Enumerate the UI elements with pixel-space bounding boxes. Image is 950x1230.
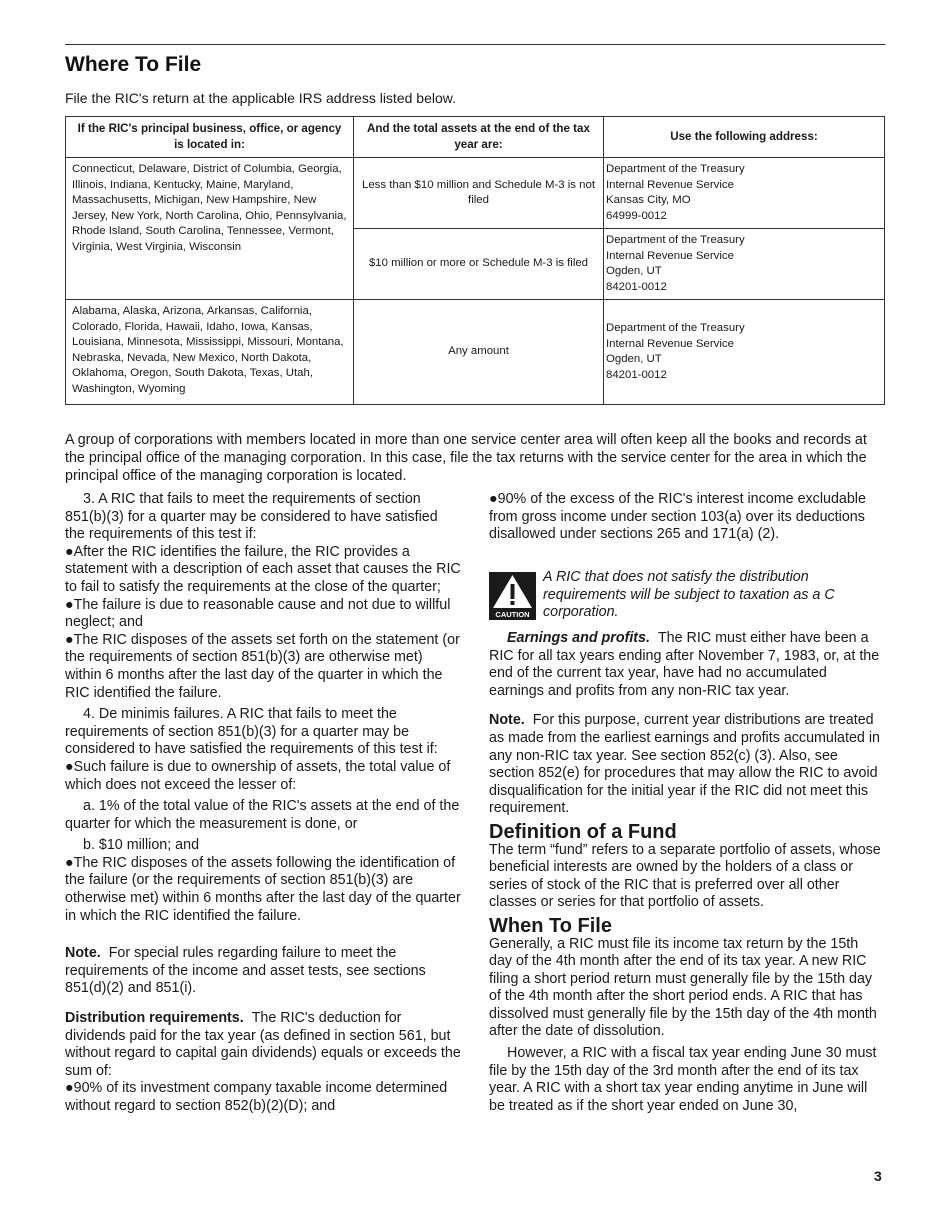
bullet-item bbox=[65, 855, 461, 925]
bullet-item bbox=[65, 632, 461, 702]
assets-cell: Any amount bbox=[354, 300, 604, 405]
address-line: 64999-0012 bbox=[606, 209, 667, 222]
bullet-icon: ● bbox=[65, 854, 74, 871]
address-table-header bbox=[66, 117, 885, 158]
table-row bbox=[66, 158, 885, 229]
bullet-text: The RIC disposes of the assets following the identification of the failure (or the requirements of section 851(b)(3) are otherwise met) within 6 months after the last day of the quarter in which the RIC identified the failure. bbox=[65, 854, 461, 924]
address-line: Internal Revenue Service bbox=[606, 337, 734, 350]
address-cell bbox=[604, 158, 885, 229]
address-cell bbox=[604, 229, 885, 300]
note-label: Note. bbox=[65, 945, 101, 962]
right-column bbox=[489, 630, 881, 1115]
header-location: If the RIC's principal business, office, or agency is located in: bbox=[66, 117, 354, 158]
note-paragraph bbox=[489, 712, 881, 818]
address-line: Internal Revenue Service bbox=[606, 249, 734, 262]
address-line: Department of the Treasury bbox=[606, 163, 745, 175]
note-paragraph bbox=[65, 945, 461, 998]
address-line: Department of the Treasury bbox=[606, 234, 745, 246]
caution-label: CAUTION bbox=[495, 610, 530, 619]
bullet-item bbox=[65, 1080, 461, 1115]
top-rule bbox=[65, 44, 885, 45]
address-line: Ogden, UT bbox=[606, 353, 662, 365]
bullet-text: The failure is due to reasonable cause and not due to willful neglect; and bbox=[65, 596, 451, 631]
distribution-text: The RIC's deduction for dividends paid for the tax year (as defined in section 561, but without regard to capital gain dividends) equals or exceeds the sum of: bbox=[65, 1010, 461, 1079]
address-table bbox=[65, 116, 885, 405]
bullet-icon: ● bbox=[65, 596, 74, 613]
assets-cell: $10 million or more or Schedule M-3 is filed bbox=[354, 229, 604, 300]
earnings-text: The RIC must either have been a RIC for all tax years ending after November 7, 1983, or, at the end of the current tax year, have had no accumulated earnings and profits from any non-RIC tax year. bbox=[489, 630, 880, 699]
when-paragraph: Generally, a RIC must file its income tax return by the 15th day of the 4th month after the end of its tax year. A new RIC filing a short period return must generally file by the 15th day of the 4th month after the short period ends. A RIC that has dissolved must generally file by the 15th day of the 4th month after the date of dissolution. bbox=[489, 935, 877, 1040]
bullet-text: After the RIC identifies the failure, the RIC provides a statement with a description of each asset that causes the RIC to fail to satisfy the requirements at the close of the quarter; bbox=[65, 543, 461, 595]
bullet-text: Such failure is due to ownership of assets, the total value of which does not exceed the lesser of: bbox=[65, 758, 451, 793]
note-text: For special rules regarding failure to meet the requirements of the income and asset tests, see sections 851(d)(2) and 851(i). bbox=[65, 945, 426, 997]
address-line: Internal Revenue Service bbox=[606, 178, 734, 191]
item-4: 4. De minimis failures. A RIC that fails to meet the requirements of section 851(b)(3) for a quarter may be considered to have satisfied the requirements of this test if: bbox=[65, 706, 438, 758]
when-to-file-heading: When To File bbox=[489, 914, 612, 937]
sub-item-b: b. $10 million; and bbox=[83, 837, 200, 854]
fund-heading: Definition of a Fund bbox=[489, 820, 677, 843]
bullet-icon: ● bbox=[65, 543, 74, 560]
bullet-icon: ● bbox=[65, 1080, 74, 1097]
note-label: Note. bbox=[489, 712, 525, 729]
address-line: 84201-0012 bbox=[606, 368, 667, 381]
fund-paragraph: The term “fund” refers to a separate portfolio of assets, whose beneficial interests are owned by the holders of a class or series of stock of the RIC that is preferred over all other classes or series for that portfolio of assets. bbox=[489, 841, 881, 911]
where-to-file-intro: File the RIC's return at the applicable IRS address listed below. bbox=[65, 90, 456, 106]
sub-item-a: a. 1% of the total value of the RIC's assets at the end of the quarter for which the measurement is done, or bbox=[65, 798, 460, 832]
bullet-item bbox=[65, 544, 461, 597]
where-to-file-heading: Where To File bbox=[65, 53, 202, 76]
header-assets: And the total assets at the end of the tax year are: bbox=[354, 117, 604, 158]
caution-text: A RIC that does not satisfy the distribution requirements will be subject to taxation as a C corporation. bbox=[543, 569, 835, 621]
item-3: 3. A RIC that fails to meet the requirements of section 851(b)(3) for a quarter may be considered to have satisfied the requirements of this test if: bbox=[65, 491, 438, 543]
address-line: Department of the Treasury bbox=[606, 322, 745, 334]
distribution-paragraph bbox=[65, 1010, 461, 1080]
header-address: Use the following address: bbox=[604, 117, 885, 158]
bullet-icon: ● bbox=[65, 758, 74, 775]
left-column bbox=[65, 491, 461, 1116]
page-number: 3 bbox=[874, 1168, 882, 1184]
states-group-2: Alabama, Alaska, Arizona, Arkansas, California, Colorado, Florida, Hawaii, Idaho, Iowa, Kansas, Louisiana, Minnesota, Mississippi, Missouri, Montana, Nebraska, Nevada, New Mexico, North Dakota, Oklahoma, Oregon, South Dakota, Texas, Utah, Washington, Wyoming bbox=[66, 300, 354, 405]
address-line: Kansas City, MO bbox=[606, 194, 691, 206]
group-paragraph: A group of corporations with members located in more than one service center area will often keep all the books and records at the principal office of the managing corporation. In this case, file the tax returns with the service center for the area in which the principal office of the managing corporation is located. bbox=[65, 432, 867, 484]
note-text: For this purpose, current year distributions are treated as made from the earliest earnings and profits accumulated in any non-RIC tax year. See section 852(c) (3). Also, see section 852(e) for procedures that may allow the RIC to avoid disqualification for the initial year if the RIC did not meet this requirement. bbox=[489, 712, 880, 817]
bullet-item bbox=[65, 597, 461, 632]
states-group-1: Connecticut, Delaware, District of Columbia, Georgia, Illinois, Indiana, Kentucky, Maine, Maryland, Massachusetts, Michigan, New Hampshire, New Jersey, New York, North Carolina, Ohio, Pennsylvania, Rhode Island, South Carolina, Tennessee, Vermont, Virginia, West Virginia, Wisconsin bbox=[66, 158, 354, 300]
earnings-paragraph bbox=[489, 630, 881, 700]
caution-icon bbox=[489, 572, 536, 620]
table-row bbox=[66, 300, 885, 405]
address-line: Ogden, UT bbox=[606, 265, 662, 277]
address-line: 84201-0012 bbox=[606, 280, 667, 293]
distribution-label: Distribution requirements. bbox=[65, 1010, 244, 1027]
bullet-text: 90% of the excess of the RIC's interest income excludable from gross income under section 103(a) over its deductions disallowed under sections 265 and 171(a) (2). bbox=[489, 491, 866, 543]
bullet-icon: ● bbox=[65, 631, 74, 648]
bullet-text: The RIC disposes of the assets set forth on the statement (or the requirements of section 851(b)(3) are otherwise met) within 6 months after the last day of the quarter in which the RIC identified the failure. bbox=[65, 631, 460, 701]
earnings-label: Earnings and profits. bbox=[507, 630, 650, 646]
bullet-item bbox=[65, 759, 461, 794]
bullet-icon: ● bbox=[489, 491, 498, 507]
when-paragraph-2: However, a RIC with a fiscal tax year ending June 30 must file by the 15th day of the 3rd month after the end of its tax year. A RIC with a short tax year ending anytime in June will be treated as if the short year ended on June 30, bbox=[489, 1045, 877, 1114]
address-cell bbox=[604, 300, 885, 405]
bullet-item bbox=[489, 491, 881, 544]
bullet-text: 90% of its investment company taxable income determined without regard to section 852(b)(2)(D); and bbox=[65, 1080, 448, 1114]
right-column-top bbox=[489, 491, 881, 544]
assets-cell: Less than $10 million and Schedule M-3 is not filed bbox=[354, 158, 604, 229]
